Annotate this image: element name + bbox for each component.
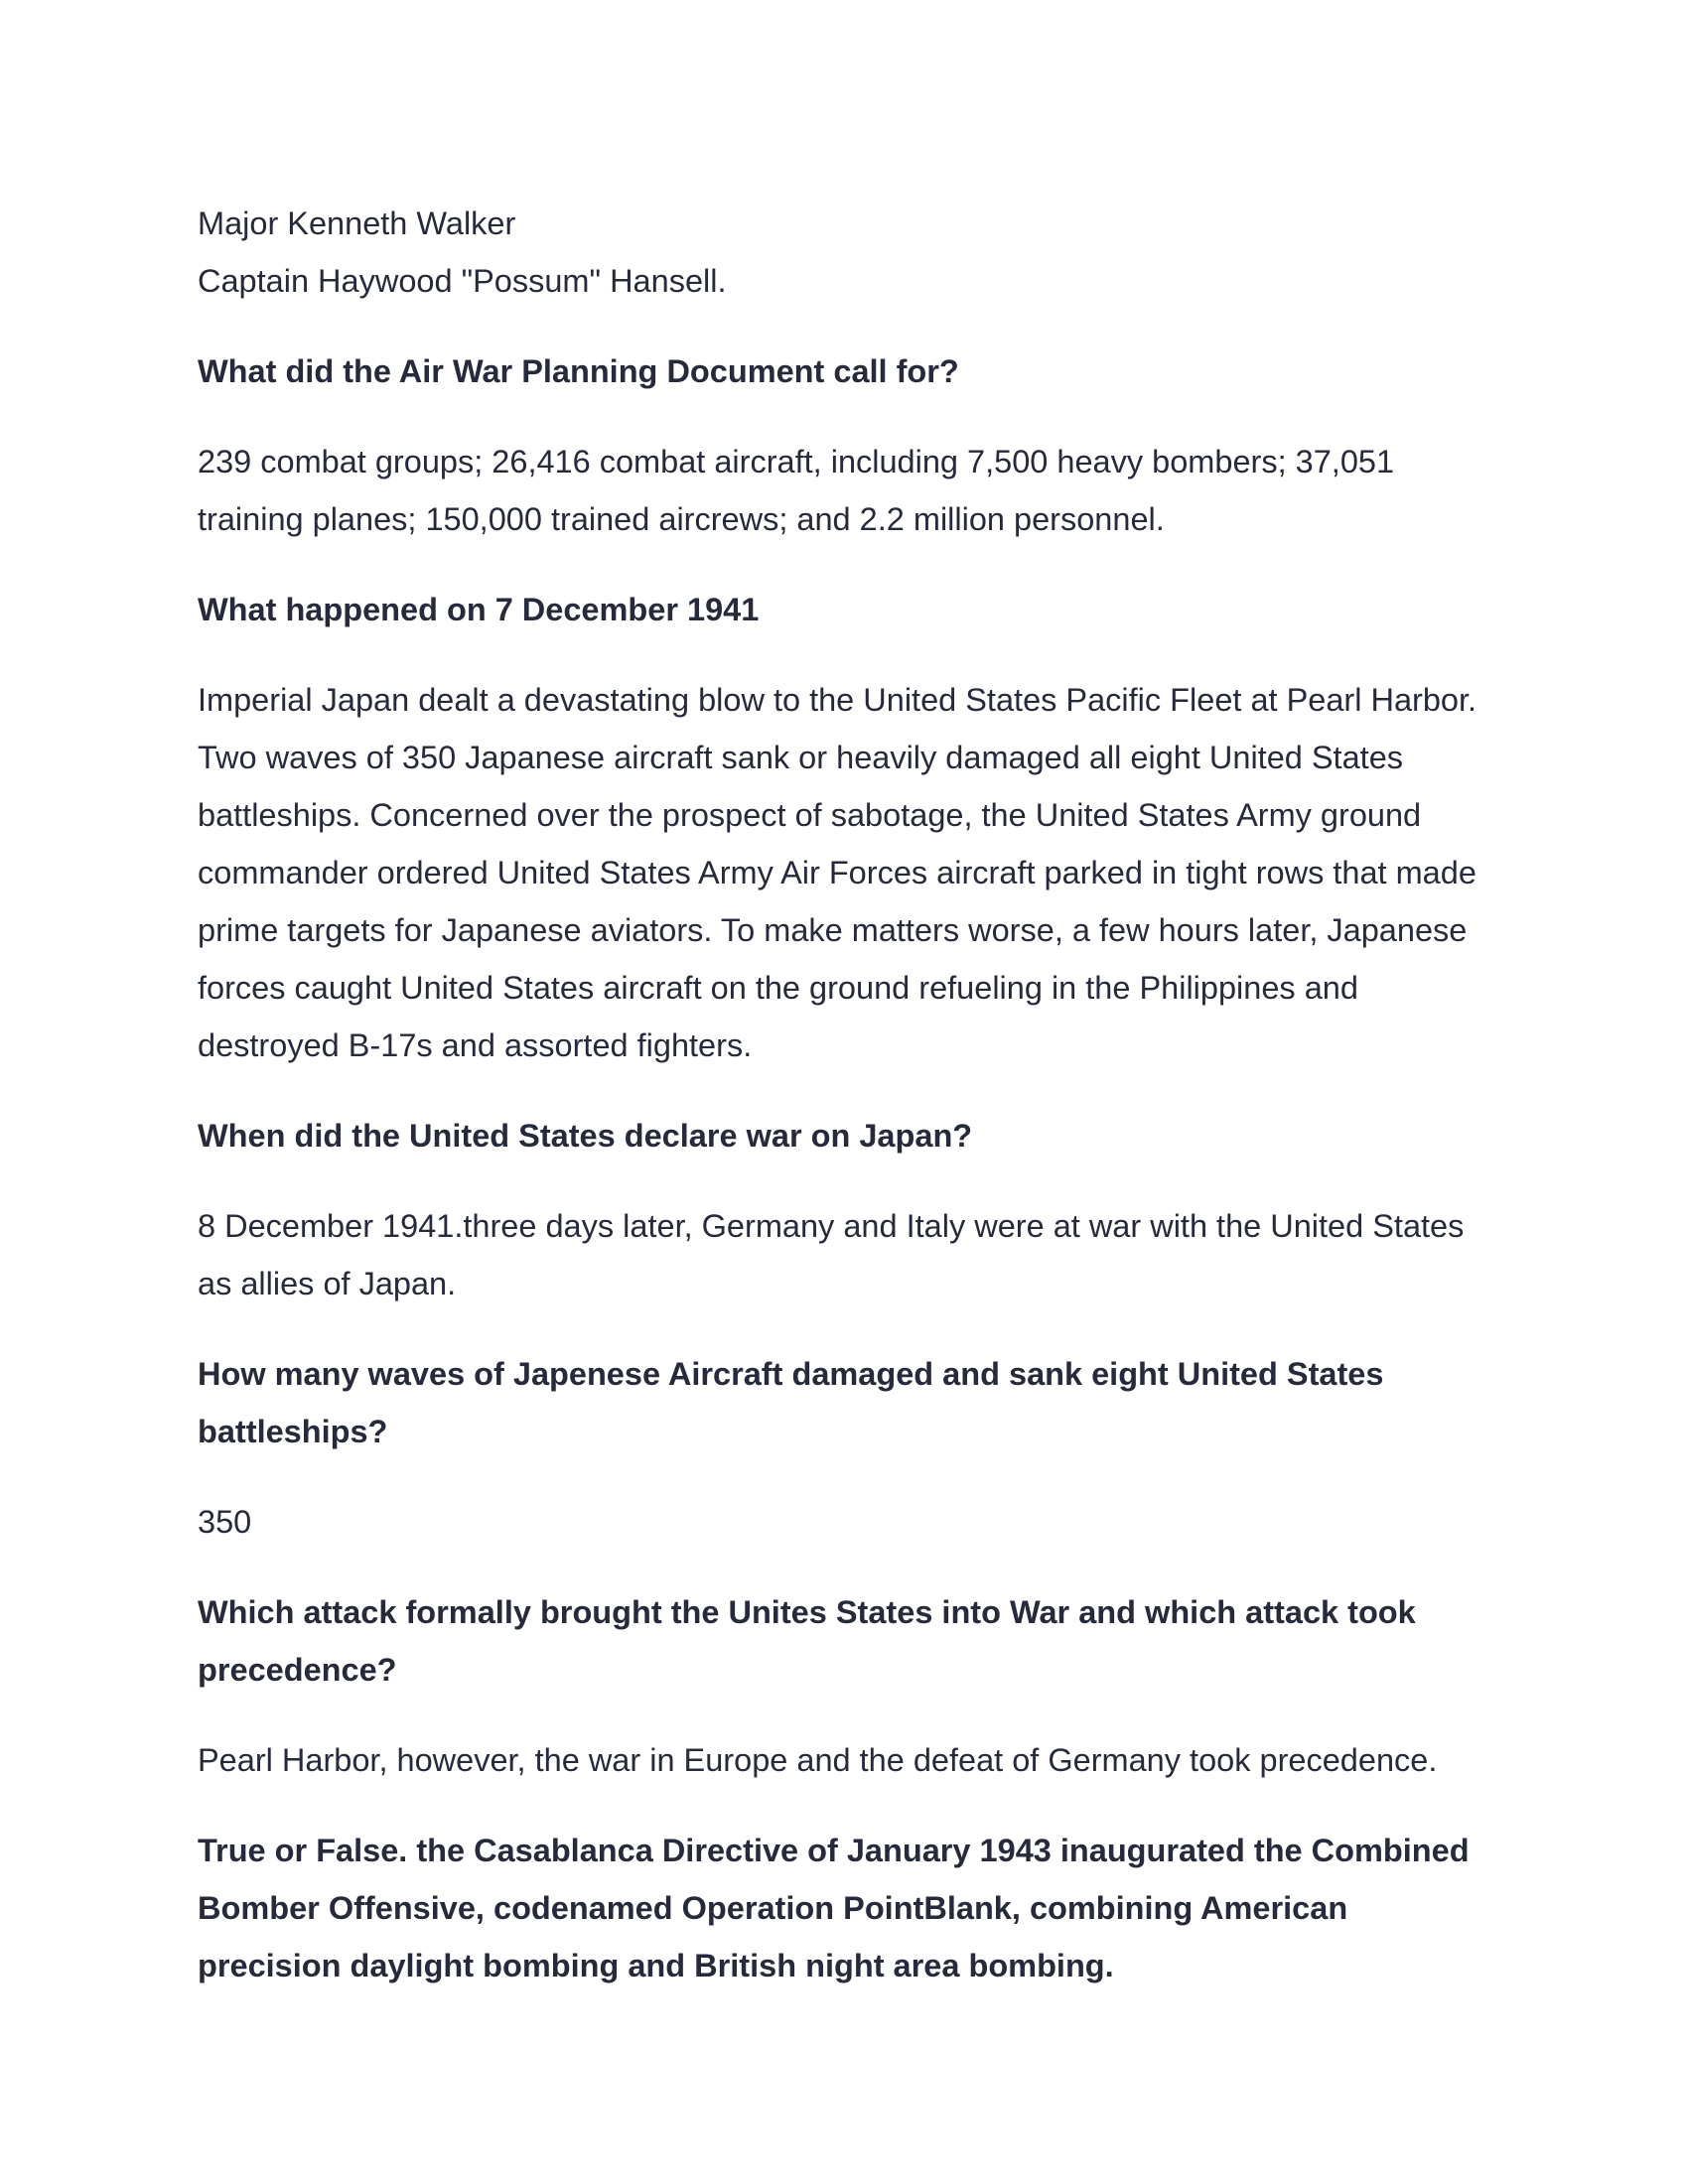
answer-5: Pearl Harbor, however, the war in Europe and the defeat of Germany took precedence. [198, 1742, 1438, 1778]
question-3: When did the United States declare war on Japan? [198, 1118, 973, 1154]
answer-1: 239 combat groups; 26,416 combat aircraft, including 7,500 heavy bombers; 37,051 training planes; 150,000 trained aircrews; and 2.2 million personnel. [198, 444, 1395, 537]
header-line-1: Major Kenneth Walker [198, 205, 516, 241]
header-line-2: Captain Haywood "Possum" Hansell. [198, 263, 727, 299]
answer-3: 8 December 1941.three days later, Germany and Italy were at war with the United States as allies of Japan. [198, 1208, 1465, 1301]
answer-2: Imperial Japan dealt a devastating blow to the United States Pacific Fleet at Pearl Harbor. Two waves of 350 Japanese aircraft sank or heavily damaged all eight United States battleships. Concerned over the prospect of sabotage, the United States Army ground commander ordered United States Army Air Forces aircraft parked in tight rows that made prime targets for Japanese aviators. To make matters worse, a few hours later, Japanese forces caught United States aircraft on the ground refueling in the Philippines and destroyed B-17s and assorted fighters. [198, 682, 1477, 1063]
question-6: True or False. the Casablanca Directive of January 1943 inaugurated the Combined Bomber Offensive, codenamed Operation PointBlank, combining American precision daylight bombing and British night area bombing. [198, 1833, 1470, 1983]
question-5: Which attack formally brought the Unites States into War and which attack took precedence? [198, 1594, 1416, 1688]
question-1: What did the Air War Planning Document call for? [198, 353, 959, 389]
question-4: How many waves of Japenese Aircraft damaged and sank eight United States battleships? [198, 1356, 1384, 1449]
document-page [198, 195, 1498, 1994]
question-2: What happened on 7 December 1941 [198, 592, 760, 627]
answer-4: 350 [198, 1504, 252, 1540]
